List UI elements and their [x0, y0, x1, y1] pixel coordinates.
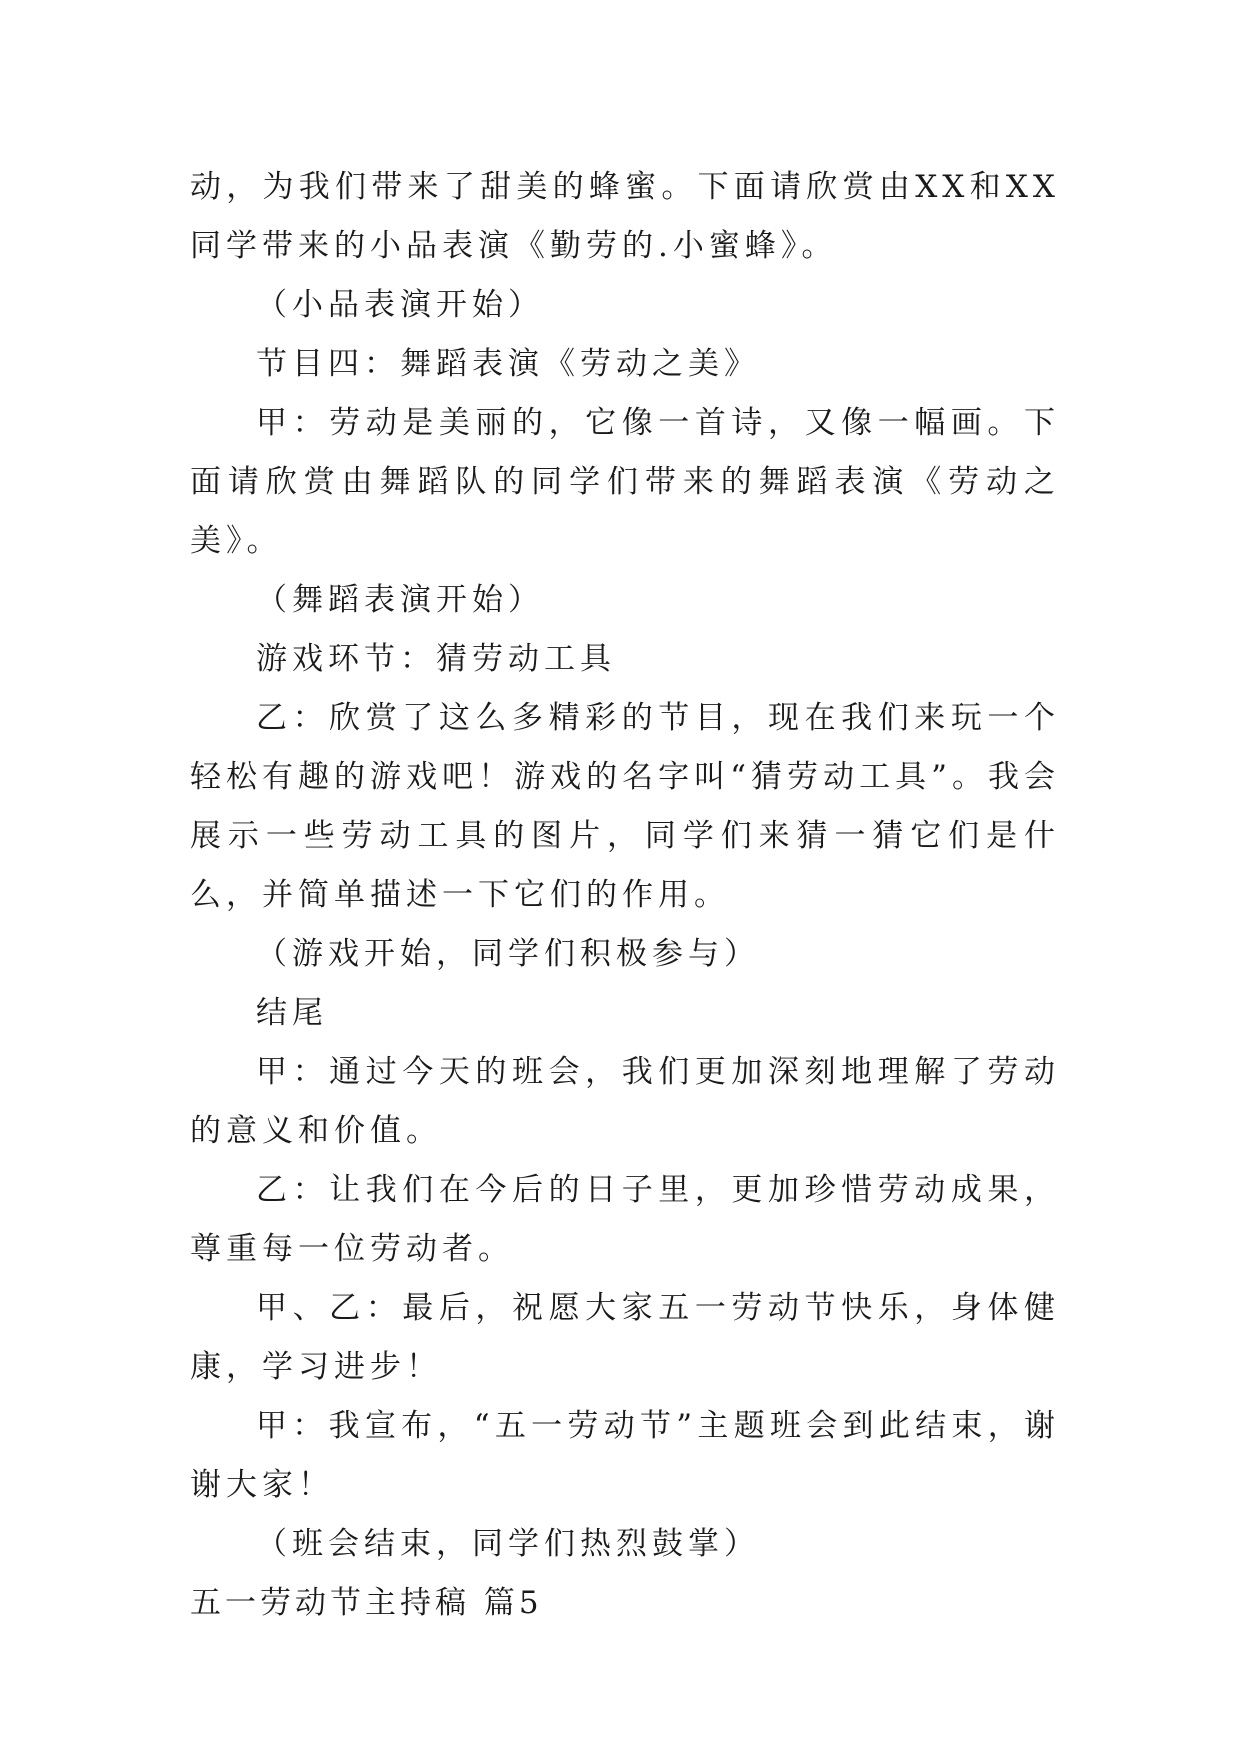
paragraph-10: 甲：通过今天的班会，我们更加深刻地理解了劳动的意义和价值。 — [190, 1054, 1060, 1149]
document-body — [190, 158, 1060, 1633]
paragraph-14: （班会结束，同学们热烈鼓掌） — [256, 1526, 760, 1562]
paragraph-3: 节目四：舞蹈表演《劳动之美》 — [256, 346, 760, 382]
paragraph-9: 结尾 — [256, 995, 328, 1031]
paragraph-2: （小品表演开始） — [256, 287, 544, 323]
section-heading: 五一劳动节主持稿 篇5 — [190, 1585, 543, 1621]
paragraph-1: 动，为我们带来了甜美的蜂蜜。下面请欣赏由XX和XX同学带来的小品表演《勤劳的.小蜜蜂》。 — [190, 169, 1060, 264]
paragraph-8: （游戏开始，同学们积极参与） — [256, 936, 760, 972]
paragraph-4: 甲：劳动是美丽的，它像一首诗，又像一幅画。下面请欣赏由舞蹈队的同学们带来的舞蹈表演《劳动之美》。 — [190, 405, 1060, 559]
paragraph-11: 乙：让我们在今后的日子里，更加珍惜劳动成果，尊重每一位劳动者。 — [190, 1172, 1060, 1267]
paragraph-13: 甲：我宣布，“五一劳动节”主题班会到此结束，谢谢大家！ — [190, 1408, 1060, 1503]
paragraph-5: （舞蹈表演开始） — [256, 582, 544, 618]
paragraph-7: 乙：欣赏了这么多精彩的节目，现在我们来玩一个轻松有趣的游戏吧！游戏的名字叫“猜劳动工具”。我会展示一些劳动工具的图片，同学们来猜一猜它们是什么，并简单描述一下它们的作用。 — [190, 700, 1060, 913]
paragraph-6: 游戏环节：猜劳动工具 — [256, 641, 616, 677]
paragraph-12: 甲、乙：最后，祝愿大家五一劳动节快乐，身体健康，学习进步！ — [190, 1290, 1060, 1385]
